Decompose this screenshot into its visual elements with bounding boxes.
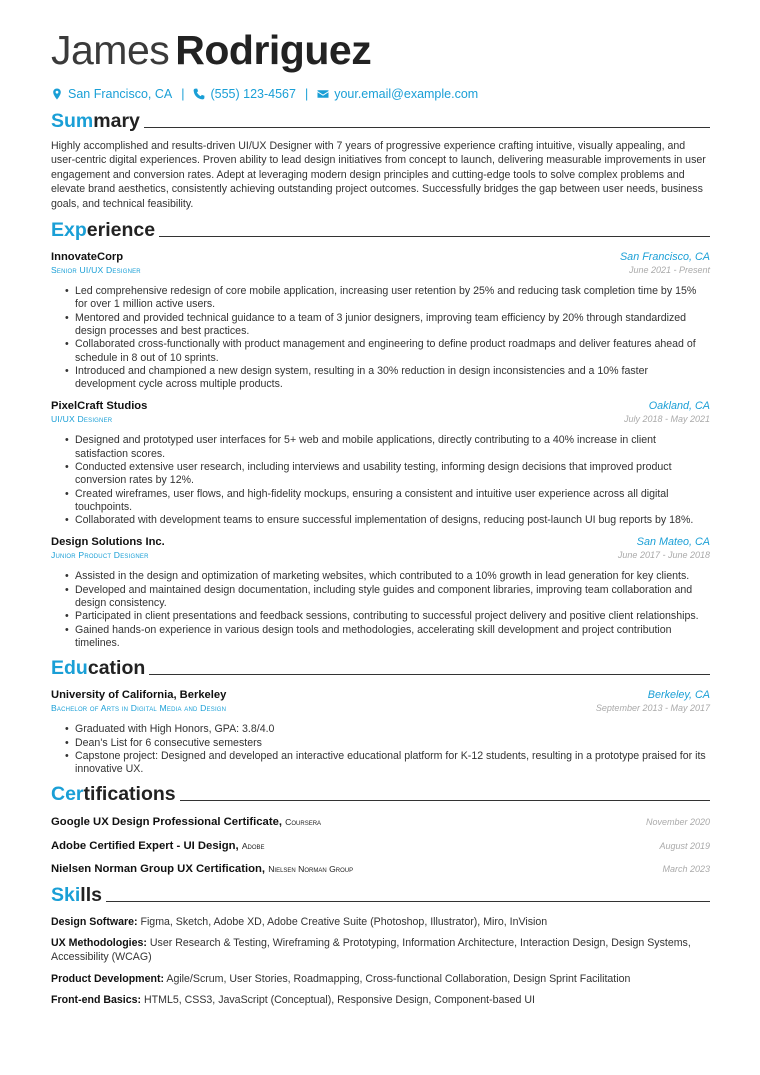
certification-name: Nielsen Norman Group UX Certification bbox=[51, 863, 262, 876]
employer-location: San Francisco, CA bbox=[619, 251, 710, 264]
location-text: San Francisco, CA bbox=[68, 87, 173, 101]
section-title: Education bbox=[51, 657, 146, 680]
skill-label: Product Development: bbox=[51, 972, 165, 985]
certification-row: Nielsen Norman Group UX Certification, Nielsen Norman Group March 2023 bbox=[51, 863, 710, 876]
contact-separator: | bbox=[181, 87, 185, 101]
list-item: • Introduced and championed a new design system, resulting in a 30% reduction in design inconsistencies and a 10% faster development cycle across multiple products. bbox=[65, 365, 710, 392]
section-heading bbox=[51, 780, 710, 806]
experience-entry bbox=[51, 400, 710, 527]
email-text: your.email@example.com bbox=[334, 87, 479, 101]
contact-location bbox=[51, 87, 172, 101]
education-entry bbox=[51, 689, 710, 776]
job-dates: June 2021 - Present bbox=[628, 265, 710, 276]
section-heading bbox=[51, 216, 710, 242]
certification-date: March 2023 bbox=[662, 864, 710, 875]
certification-issuer: Coursera bbox=[285, 817, 322, 828]
contact-phone[interactable] bbox=[193, 87, 295, 101]
candidate-name bbox=[51, 26, 710, 74]
skill-value: Figma, Sketch, Adobe XD, Adobe Creative Suite (Photoshop, Illustrator), Miro, InVision bbox=[140, 915, 548, 928]
section-rule bbox=[144, 127, 710, 128]
envelope-icon bbox=[317, 88, 329, 100]
skill-label: Design Software: bbox=[51, 915, 138, 928]
study-dates: September 2013 - May 2017 bbox=[595, 703, 710, 714]
list-item: • Dean's List for 6 consecutive semesters bbox=[65, 737, 710, 750]
certification-date: November 2020 bbox=[645, 817, 710, 828]
list-item: • Created wireframes, user flows, and high-fidelity mockups, ensuring a consistent and intuitive user experience across all digital touchpoints. bbox=[65, 488, 710, 515]
skill-label: Front-end Basics: bbox=[51, 993, 142, 1006]
contact-line bbox=[51, 86, 710, 102]
certification-row: Google UX Design Professional Certificate, Coursera November 2020 bbox=[51, 816, 710, 829]
job-dates: June 2017 - June 2018 bbox=[617, 550, 710, 561]
certification-date: August 2019 bbox=[659, 840, 710, 851]
section-rule bbox=[159, 236, 710, 237]
skill-row bbox=[51, 915, 710, 929]
skill-label: UX Methodologies: bbox=[51, 937, 147, 950]
skill-row bbox=[51, 993, 710, 1007]
certification-issuer: Nielsen Norman Group bbox=[268, 864, 354, 875]
bullet-list bbox=[65, 570, 710, 650]
section-title: Experience bbox=[51, 219, 156, 242]
skill-value: User Research & Testing, Wireframing & Prototyping, Information Architecture, Interaction Design, Design Systems, Accessibility (WCAG) bbox=[51, 937, 691, 964]
certification-name: Google UX Design Professional Certificate bbox=[51, 816, 279, 829]
school-location: Berkeley, CA bbox=[647, 689, 710, 702]
skill-value: Agile/Scrum, User Stories, Roadmapping, Cross-functional Collaboration, Design Sprint Facilitation bbox=[166, 972, 631, 985]
job-dates: July 2018 - May 2021 bbox=[623, 414, 710, 425]
employer-name: PixelCraft Studios bbox=[51, 400, 148, 413]
first-name: James bbox=[51, 27, 170, 73]
list-item: • Graduated with High Honors, GPA: 3.8/4.0 bbox=[65, 723, 710, 736]
section-rule bbox=[180, 800, 710, 801]
certification-issuer: Adobe bbox=[241, 840, 265, 851]
job-title: UI/UX Designer bbox=[51, 414, 113, 425]
list-item: • Mentored and provided technical guidance to a team of 3 junior designers, improving team efficiency by 20% through standardized design processes and best practices. bbox=[65, 312, 710, 339]
section-heading bbox=[51, 654, 710, 680]
employer-location: Oakland, CA bbox=[648, 400, 710, 413]
phone-text: (555) 123-4567 bbox=[210, 87, 296, 101]
employer-name: Design Solutions Inc. bbox=[51, 536, 165, 549]
bullet-list bbox=[65, 434, 710, 527]
bullet-list bbox=[65, 723, 710, 776]
experience-entry bbox=[51, 536, 710, 650]
summary-section bbox=[51, 107, 710, 211]
job-title: Junior Product Designer bbox=[51, 550, 149, 561]
contact-email[interactable] bbox=[317, 87, 478, 101]
skills-section bbox=[51, 881, 710, 1007]
experience-entry bbox=[51, 251, 710, 391]
list-item: • Designed and prototyped user interfaces for 5+ web and mobile applications, directly contributing to a 40% increase in client satisfaction scores. bbox=[65, 434, 710, 461]
list-item: • Conducted extensive user research, including interviews and usability testing, informing design decisions that improved product conversion rates by 12%. bbox=[65, 461, 710, 488]
education-section bbox=[51, 654, 710, 776]
summary-text: Highly accomplished and results-driven UI/UX Designer with 7 years of progressive experience crafting intuitive, visually appealing, and user-centric digital experiences. Proven ability to lead design initiatives from concept to launch, delivering measurable improvements in user engagement and conversion rates. Adept at leveraging modern design principles and cutting-edge tools to solve complex problems and elevate brand aesthetics, consistently achieving outstanding project outcomes. Successfully bridges the gap between user needs, business goals, and technical feasibility. bbox=[51, 140, 706, 210]
section-title: Certifications bbox=[51, 783, 176, 806]
job-title: Senior UI/UX Designer bbox=[51, 265, 141, 276]
bullet-list bbox=[65, 285, 710, 391]
section-rule bbox=[149, 674, 710, 675]
phone-icon bbox=[193, 88, 205, 100]
list-item: • Collaborated with development teams to ensure successful implementation of designs, reducing post-launch UI bug reports by 18%. bbox=[65, 514, 710, 527]
degree-title: Bachelor of Arts in Digital Media and Design bbox=[51, 703, 227, 714]
school-name: University of California, Berkeley bbox=[51, 689, 227, 702]
contact-separator: | bbox=[304, 87, 309, 101]
list-item: • Capstone project: Designed and developed an interactive educational platform for K-12 students, resulting in a prototype praised for its innovative UX. bbox=[65, 750, 710, 777]
certifications-section bbox=[51, 780, 710, 883]
map-pin-icon bbox=[51, 88, 63, 100]
skill-value: HTML5, CSS3, JavaScript (Conceptual), Responsive Design, Component-based UI bbox=[144, 993, 535, 1006]
list-item: • Developed and maintained design documentation, including style guides and component libraries, improving team collaboration and design consistency. bbox=[65, 584, 710, 611]
employer-location: San Mateo, CA bbox=[636, 536, 710, 549]
experience-section bbox=[51, 216, 710, 650]
list-item: • Gained hands-on experience in various design tools and methodologies, accelerating skill development and project contribution timelines. bbox=[65, 624, 710, 651]
section-heading bbox=[51, 107, 710, 133]
section-heading bbox=[51, 881, 710, 907]
list-item: • Assisted in the design and optimization of marketing websites, which contributed to a 10% growth in lead generation for key clients. bbox=[65, 570, 710, 583]
employer-name: InnovateCorp bbox=[51, 251, 124, 264]
list-item: • Led comprehensive redesign of core mobile application, increasing user retention by 25% and reducing task completion time by 15% for over 1 million active users. bbox=[65, 285, 710, 312]
certification-name: Adobe Certified Expert - UI Design bbox=[51, 839, 236, 852]
list-item: • Participated in client presentations and feedback sessions, contributing to successful project delivery and positive client relationships. bbox=[65, 610, 710, 623]
last-name: Rodriguez bbox=[175, 27, 372, 73]
skill-row bbox=[51, 936, 710, 964]
section-title: Summary bbox=[51, 110, 140, 132]
list-item: • Collaborated cross-functionally with product management and engineering to define product roadmaps and deliver features ahead of schedule in 8 out of 10 sprints. bbox=[65, 338, 710, 365]
certification-row: Adobe Certified Expert - UI Design, Adobe August 2019 bbox=[51, 839, 710, 852]
section-rule bbox=[106, 901, 710, 902]
skill-row bbox=[51, 972, 710, 986]
section-title: Skills bbox=[51, 883, 102, 906]
